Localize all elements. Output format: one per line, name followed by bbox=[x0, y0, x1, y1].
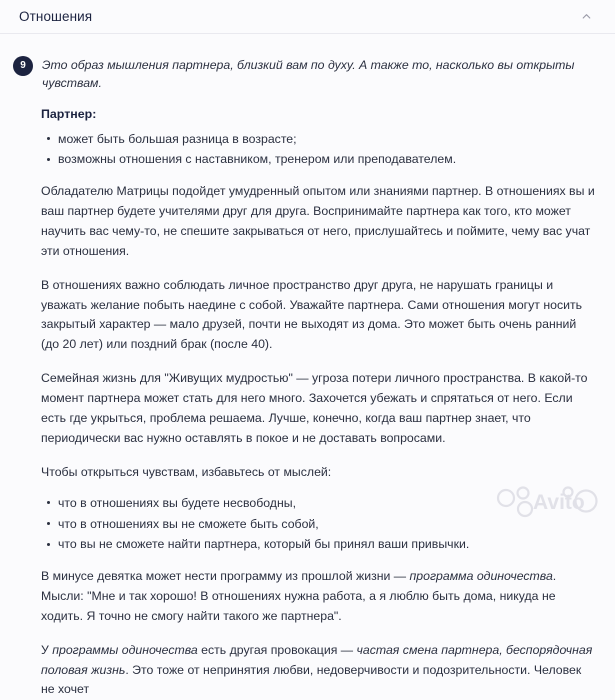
paragraph-2: В отношениях важно соблюдать личное пространство друг друга, не нарушать границы и уважать желание побыть наедине с собой. Уважайте партнера. Сами отношения могут носить закрытый характер — мало друзей, почти не выходят из дома. Это может быть очень ранний (до 20 лет) или поздний брак (после 40). bbox=[41, 277, 583, 352]
paragraph-4-emphasis: программа одиночества bbox=[409, 568, 553, 583]
paragraph-4-text-b: . Мысли: "Мне и так хорошо! В отношениях нужна работа, а я люблю быть дома, никуда не ходить. Я точно не смогу найти такого же партнера". bbox=[41, 568, 557, 623]
list-item: что в отношениях вы не сможете быть собой, bbox=[58, 515, 595, 534]
list-item: что вы не сможете найти партнера, который бы принял ваши привычки. bbox=[58, 535, 595, 554]
svg-text:Avito: Avito bbox=[533, 491, 585, 514]
list-item: возможны отношения с наставником, тренером или преподавателем. bbox=[58, 150, 595, 169]
panel-header bbox=[0, 0, 615, 33]
paragraph-5 bbox=[41, 641, 595, 700]
panel-body bbox=[0, 34, 615, 700]
paragraph-4-text-a: В минусе девятка может нести программу из прошлой жизни — bbox=[41, 568, 410, 583]
feelings-bullet-list bbox=[41, 494, 595, 554]
paragraph-5-emphasis-2: частая смена партнера, беспорядочная половая жизнь bbox=[41, 642, 593, 677]
partner-bullet-list bbox=[41, 130, 595, 169]
feelings-heading: Чтобы открыться чувствам, избавьтесь от мыслей: bbox=[41, 464, 332, 479]
content-column bbox=[13, 107, 595, 700]
list-item: может быть большая разница в возрасте; bbox=[58, 130, 595, 149]
paragraph-5-text-a: У bbox=[41, 642, 53, 657]
page-title: Отношения bbox=[19, 8, 93, 24]
intro-text: Это образ мышления партнера, близкий вам по духу. А также то, насколько вы открыты чувствам. bbox=[42, 58, 575, 90]
paragraph-5-text-c: . Это тоже от непринятия любви, недоверчивости и подозрительности. Человек не хочет bbox=[41, 662, 582, 697]
intro-row bbox=[13, 55, 595, 93]
list-item: что в отношениях вы будете несвободны, bbox=[58, 494, 595, 513]
paragraph-4 bbox=[41, 567, 595, 627]
chevron-up-icon[interactable] bbox=[575, 6, 597, 28]
paragraph-3: Семейная жизнь для "Живущих мудростью" — угроза потери личного пространства. В какой-то момент партнера может стать для него много. Захочется убежать и спрятаться от него. Если есть где укрыться, проблема решаема. Лучше, конечно, когда ваш партнер знает, что периодически вас нужно оставлять в покое и не доставать вопросами. bbox=[41, 371, 588, 445]
status-badge: 9 bbox=[13, 56, 33, 76]
paragraph-5-text-b: есть другая провокация — bbox=[197, 642, 357, 657]
paragraph-5-emphasis-1: программы одиночества bbox=[52, 642, 198, 657]
paragraph-1: Обладателю Матрицы подойдет умудренный опытом или знаниями партнер. В отношениях вы и ваш партнер будете учителями друг для друга. Воспринимайте партнера как того, кто может научить вас чему-то, не спешите закрываться от него, прислушайтесь и поймите, чему вас учат эти отношения. bbox=[41, 184, 595, 258]
partner-heading: Партнер: bbox=[41, 106, 97, 121]
